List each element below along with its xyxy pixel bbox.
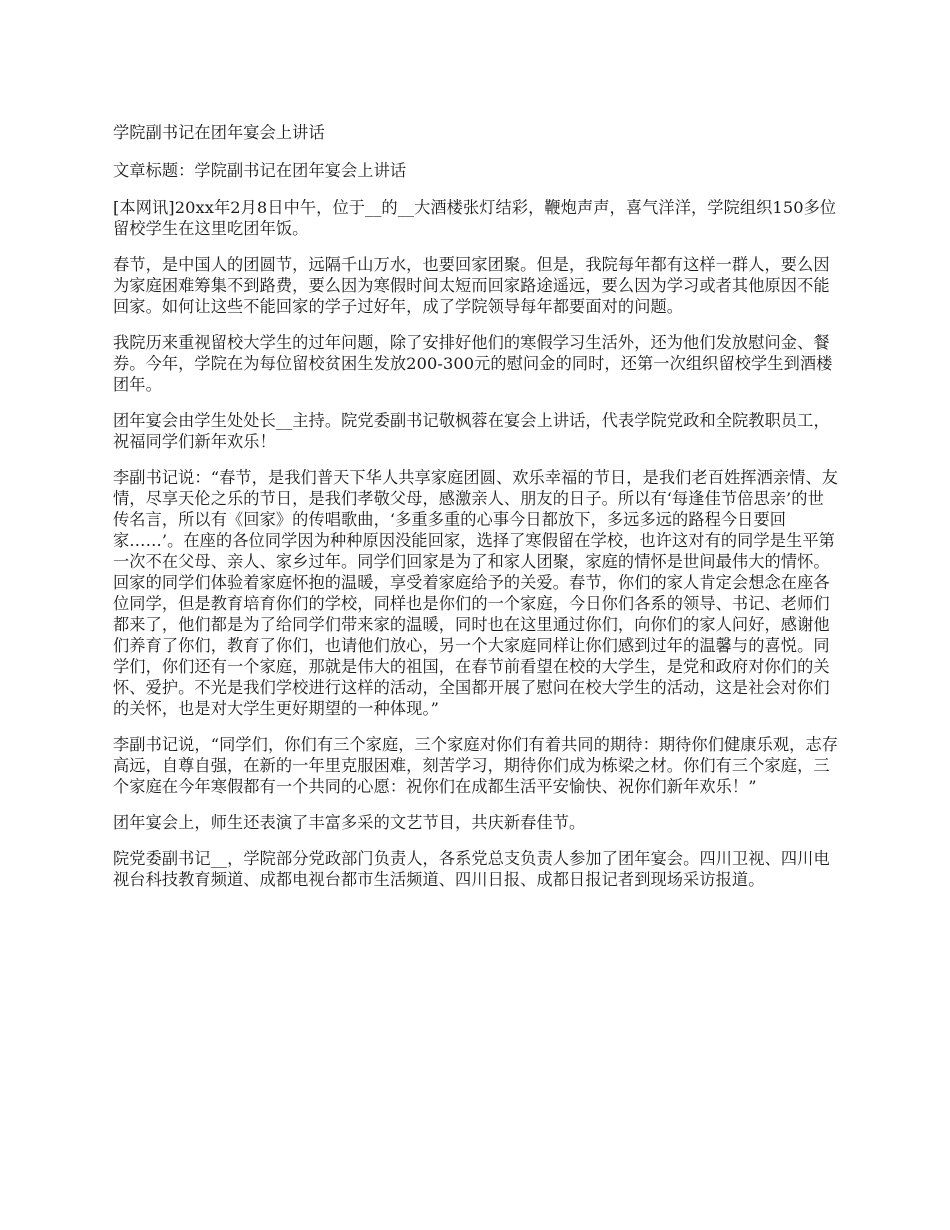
paragraph-speech-three-families: 李副书记说，“同学们，你们有三个家庭，三个家庭对你们有着共同的期待：期待你们健康乐观，志存高远，自尊自强，在新的一年里克服困难，刻苦学习，期待你们成为栋梁之材。你们有三个家庭，三个家庭在今年寒假都有一个共同的心愿：祝你们在成都生活平安愉快、祝你们新年欢乐！”	[113, 735, 839, 796]
document-title: 学院副书记在团年宴会上讲话	[113, 123, 325, 142]
article-title-line: 文章标题：学院副书记在团年宴会上讲话	[113, 161, 407, 180]
paragraph-spring-festival: 春节，是中国人的团圆节，远隔千山万水，也要回家团聚。但是，我院每年都有这样一群人，要么因为家庭困难筹集不到路费，要么因为寒假时间太短而回家路途遥远，要么因为学习或者其他原因不能回家。如何让这些不能回家的学子过好年，成了学院领导每年都要面对的问题。	[113, 255, 830, 316]
paragraph-performances: 团年宴会上，师生还表演了丰富多采的文艺节目，共庆新春佳节。	[113, 813, 586, 832]
paragraph-speech-main: 李副书记说：“春节，是我们普天下华人共享家庭团圆、欢乐幸福的节日，是我们老百姓挥洒亲情、友情，尽享天伦之乐的节日，是我们孝敬父母，感激亲人、朋友的日子。所以有‘每逢佳节倍思亲’的世传名言，所以有《回家》的传唱歌曲，‘多重多重的心事今日都放下，多远多远的路程今日要回家……’。在座的各位同学因为种种原因没能回家，选择了寒假留在学校，也许这对有的同学是生平第一次不在父母、亲人、家乡过年。同学们回家是为了和家人团聚，家庭的情怀是世间最伟大的情怀。回家的同学们体验着家庭怀抱的温暖，享受着家庭给予的关爱。春节，你们的家人肯定会想念在座各位同学，但是教育培育你们的学校，同样也是你们的一个家庭，今日你们各系的领导、书记、老师们都来了，他们都是为了给同学们带来家的温暖，同时也在这里通过你们，向你们的家人问好，感谢他们养育了你们，教育了你们，也请他们放心，另一个大家庭同样让你们感到过年的温馨与的喜悦。同学们，你们还有一个家庭，那就是伟大的祖国，在春节前看望在校的大学生，是党和政府对你们的关怀、爱护。不光是我们学校进行这样的活动，全国都开展了慰问在校大学生的活动，这是社会对你们的关怀，也是对大学生更好期望的一种体现。”	[113, 468, 839, 718]
paragraph-banquet-host: 团年宴会由学生处处长__主持。院党委副书记敬枫蓉在宴会上讲话，代表学院党政和全院教职员工，祝福同学们新年欢乐！	[113, 411, 830, 451]
paragraph-news-intro: [本网讯]20xx年2月8日中午，位于__的__大酒楼张灯结彩，鞭炮声声，喜气洋洋，学院组织150多位留校学生在这里吃团年饭。	[113, 198, 837, 238]
paragraph-college-care: 我院历来重视留校大学生的过年问题，除了安排好他们的寒假学习生活外，还为他们发放慰问金、餐券。今年，学院在为每位留校贫困生发放200-300元的慰问金的同时，还第一次组织留校学生到酒楼团年。	[113, 333, 833, 394]
paragraph-attendees: 院党委副书记__，学院部分党政部门负责人，各系党总支负责人参加了团年宴会。四川卫视、四川电视台科技教育频道、成都电视台都市生活频道、四川日报、成都日报记者到现场采访报道。	[113, 849, 830, 889]
